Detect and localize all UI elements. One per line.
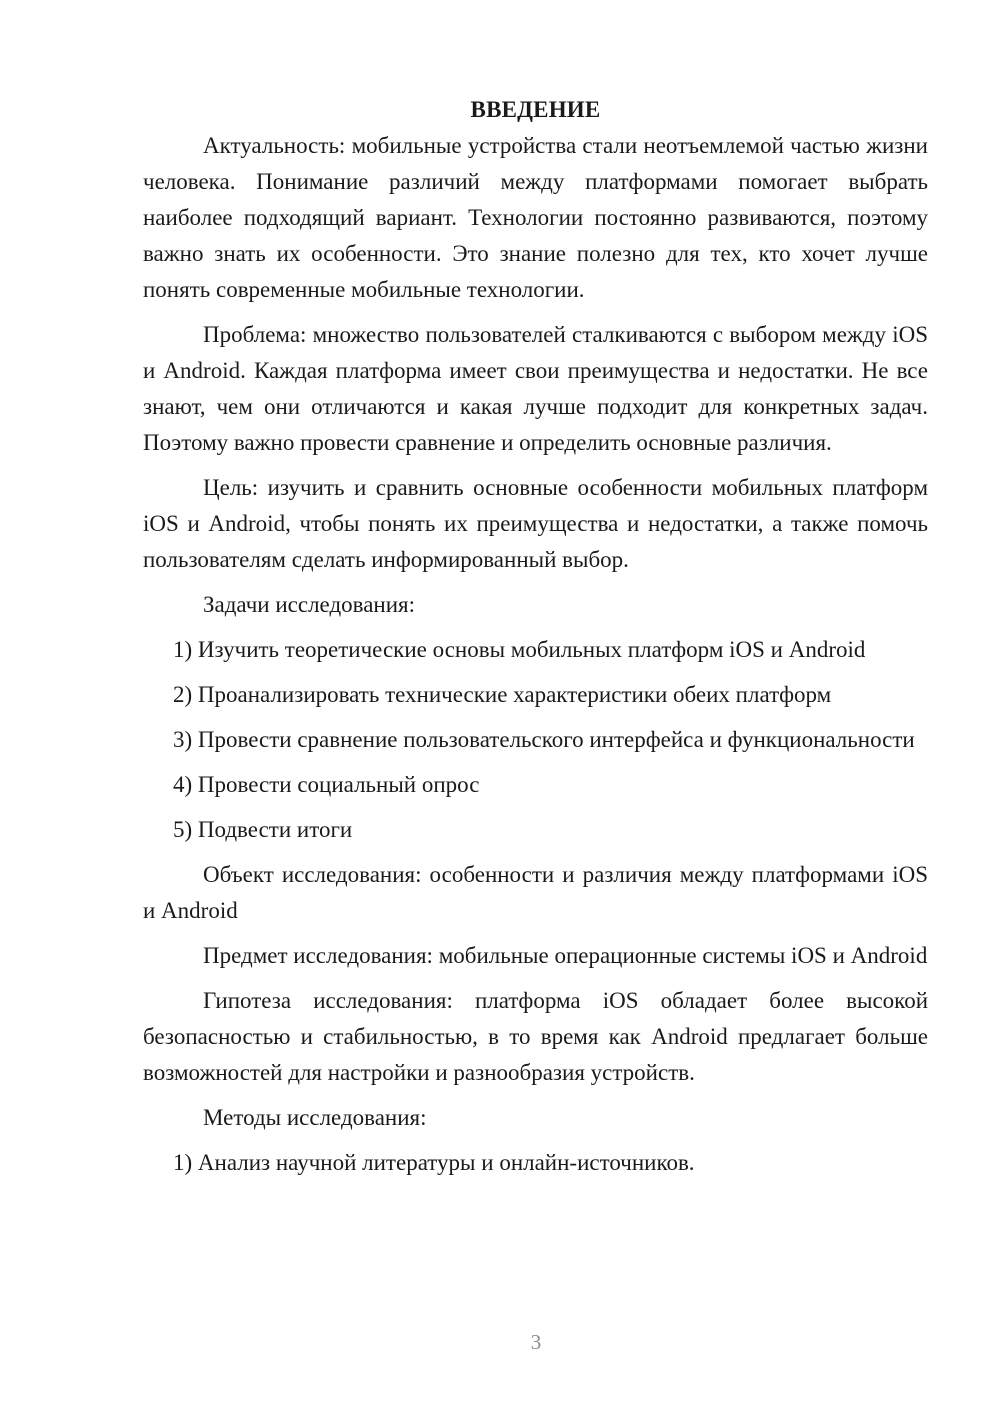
paragraph-goal: Цель: изучить и сравнить основные особенности мобильных платформ iOS и Android, чтобы понять их преимущества и недостатки, а также помочь пользователям сделать информированный выбор. xyxy=(143,475,928,572)
task-item-3: 3) Провести сравнение пользовательского интерфейса и функциональности xyxy=(173,727,915,752)
task-item-4: 4) Провести социальный опрос xyxy=(173,772,480,797)
paragraph-relevance: Актуальность: мобильные устройства стали неотъемлемой частью жизни человека. Понимание различий между платформами помогает выбрать наиболее подходящий вариант. Технологии постоянно развиваются, поэтому важно знать их особенности. Это знание полезно для тех, кто хочет лучше понять современные мобильные технологии. xyxy=(143,133,928,302)
task-item-1: 1) Изучить теоретические основы мобильных платформ iOS и Android xyxy=(173,637,866,662)
paragraph-object: Объект исследования: особенности и различия между платформами iOS и Android xyxy=(143,862,928,923)
page-number: 3 xyxy=(530,1330,542,1354)
paragraph-problem: Проблема: множество пользователей сталкиваются с выбором между iOS и Android. Каждая платформа имеет свои преимущества и недостатки. Не все знают, чем они отличаются и какая лучше подходит для конкретных задач. Поэтому важно провести сравнение и определить основные различия. xyxy=(143,322,928,455)
page-title: ВВЕДЕНИЕ xyxy=(470,97,601,122)
paragraph-hypothesis: Гипотеза исследования: платформа iOS обладает более высокой безопасностью и стабильностью, в то время как Android предлагает больше возможностей для настройки и разнообразия устройств. xyxy=(143,988,928,1085)
tasks-heading: Задачи исследования: xyxy=(203,592,416,617)
method-item-1: 1) Анализ научной литературы и онлайн-источников. xyxy=(173,1150,695,1175)
task-item-5: 5) Подвести итоги xyxy=(173,817,353,842)
paragraph-subject: Предмет исследования: мобильные операционные системы iOS и Android xyxy=(203,943,928,968)
page-content xyxy=(143,92,928,1181)
task-item-2: 2) Проанализировать технические характеристики обеих платформ xyxy=(173,682,832,707)
methods-heading: Методы исследования: xyxy=(203,1105,427,1130)
